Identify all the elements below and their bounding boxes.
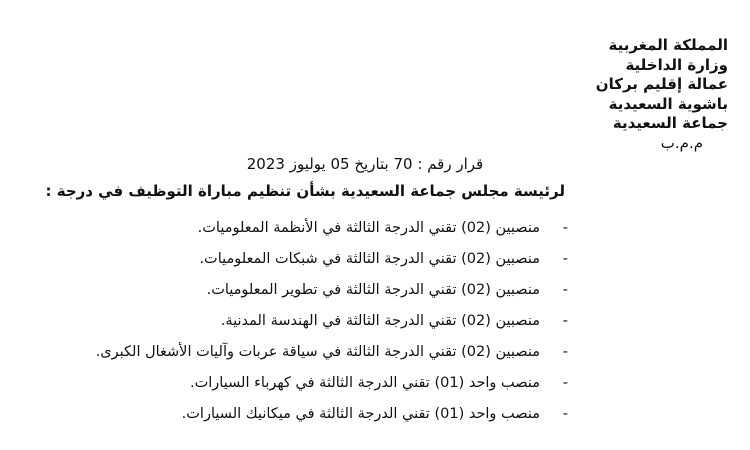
decision-title: قرار رقم : 70 بتاريخ 05 يوليوز 2023 [246,155,484,173]
position-text: منصبين (02) تقني الدرجة الثالثة في تطوير المعلوميات. [206,282,540,298]
bullet-dash: - [562,375,568,391]
bullet-dash: - [562,251,568,267]
list-item [95,340,568,371]
position-text: منصبين (02) تقني الدرجة الثالثة في الأنظمة المعلوميات. [197,220,540,236]
position-text: منصبين (02) تقني الدرجة الثالثة في سياقة عربات وآليات الأشغال الكبرى. [95,344,540,360]
position-text: منصب واحد (01) تقني الدرجة الثالثة في كهرباء السيارات. [190,375,540,391]
letterhead [528,36,728,153]
list-item [96,402,568,433]
letterhead-line: جماعة السعيدية [612,114,728,132]
bullet-dash: - [562,313,568,329]
list-item [96,309,568,340]
letterhead-line: المملكة المغربية [608,36,728,54]
decision-subtitle: لرئيسة مجلس جماعة السعيدية بشأن تنظيم مباراة التوظيف في درجة : [45,182,565,200]
list-item [96,278,568,309]
positions-list [95,216,568,433]
position-text: منصبين (02) تقني الدرجة الثالثة في الهندسة المدنية. [220,313,540,329]
bullet-dash: - [562,282,568,298]
reference-code: م.م.ب [660,133,703,152]
bullet-dash: - [562,344,568,360]
list-item [96,216,568,247]
list-item [96,247,568,278]
letterhead-line: وزارة الداخلية [625,55,728,74]
letterhead-line: باشوية السعيدية [608,94,728,113]
bullet-dash: - [562,220,568,236]
letterhead-line: عمالة إقليم بركان [595,75,728,93]
list-item [96,371,568,402]
position-text: منصبين (02) تقني الدرجة الثالثة في شبكات المعلوميات. [199,251,540,267]
position-text: منصب واحد (01) تقني الدرجة الثالثة في ميكانيك السيارات. [181,406,540,422]
bullet-dash: - [562,406,568,422]
